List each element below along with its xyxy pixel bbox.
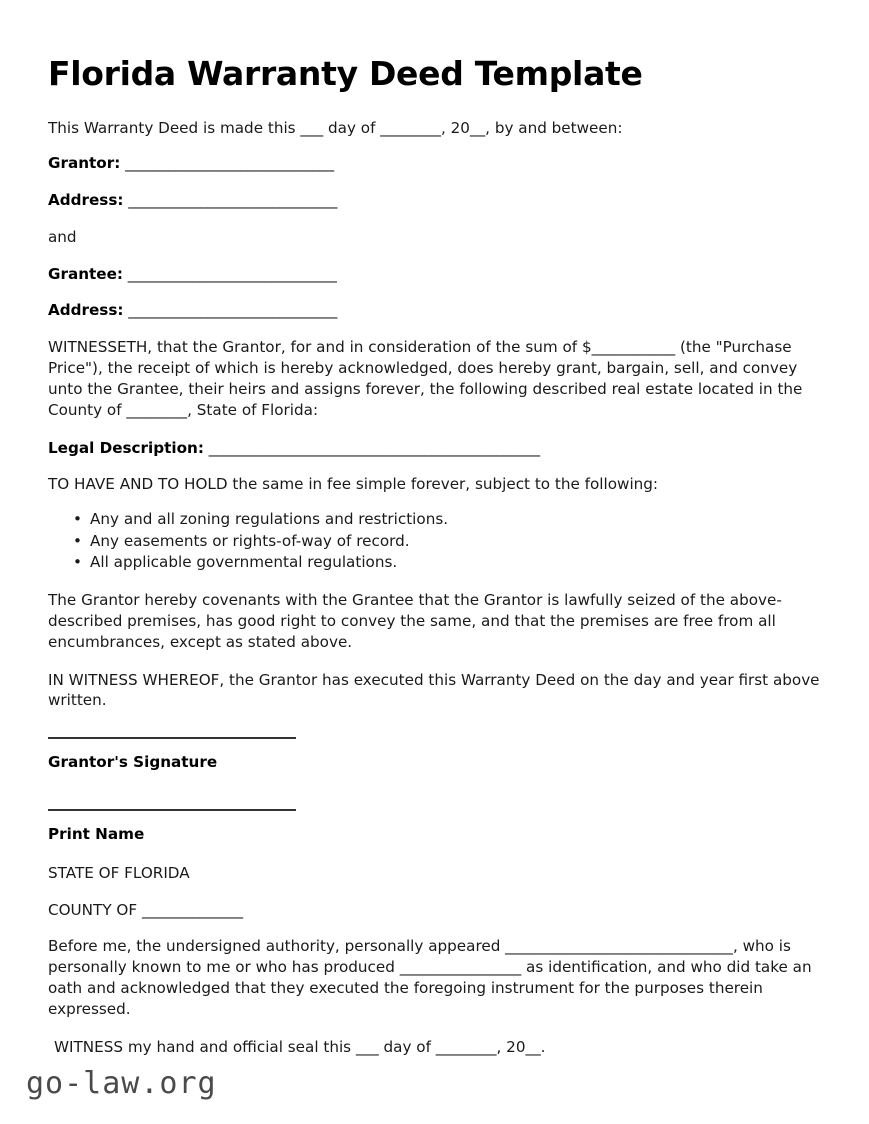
in-witness-whereof-paragraph: IN WITNESS WHEREOF, the Grantor has executed this Warranty Deed on the day and year first above written. [48,670,820,710]
grantee-address-blank[interactable]: _____________________________ [128,301,337,320]
covenants-paragraph: The Grantor hereby covenants with the Grantee that the Grantor is lawfully seized of the above-described premises, has good right to convey the same, and that the premises are free from all encumbrances, except as stated above. [48,591,782,651]
grantee-address-label: Address: [48,301,124,320]
grantor-blank[interactable]: _____________________________ [125,154,334,173]
grantee-field-row [48,264,821,285]
grantor-address-label: Address: [48,190,124,209]
grantee-label: Grantee: [48,264,123,283]
print-name-caption: Print Name [48,824,145,843]
conjunction-and: and [48,227,77,246]
witnesseth-paragraph: WITNESSETH, that the Grantor, for and in consideration of the sum of $___________ (the "Purchase Price"), the receipt of which is hereby acknowledged, does hereby grant, bargain, sell, and convey unto the Grantee, their heirs and assigns forever, the following described real estate located in the County of ________, State of Florida: [48,338,803,419]
print-name-line[interactable] [48,809,296,811]
county-label: COUNTY OF [48,900,138,919]
grantee-address-field-row [48,300,821,321]
grantor-field-row [48,153,821,174]
state-line: STATE OF FLORIDA [48,863,190,882]
exceptions-list [48,509,821,573]
grantee-blank[interactable]: _____________________________ [127,264,337,283]
county-line [48,900,821,921]
list-item: • Any and all zoning regulations and restrictions. [90,509,821,530]
list-item: • Any easements or rights-of-way of record. [90,531,821,552]
list-item: • All applicable governmental regulations. [90,552,821,573]
grantor-address-blank[interactable]: _____________________________ [128,190,337,209]
notary-acknowledgment-paragraph: Before me, the undersigned authority, personally appeared ______________________________, who is personally known to me or who has produced ________________ as identification, and who did take an oath and acknowledged that they executed the foregoing instrument for the purposes therein expressed. [48,937,812,1018]
habendum-paragraph: TO HAVE AND TO HOLD the same in fee simple forever, subject to the following: [48,475,659,494]
grantor-label: Grantor: [48,154,121,173]
grantor-address-field-row [48,190,821,211]
legal-description-row [48,438,821,459]
site-watermark: go-law.org [26,1066,217,1101]
county-blank[interactable]: ______________ [141,900,243,919]
witness-seal-line: WITNESS my hand and official seal this ___ day of ________, 20__. [54,1037,546,1056]
grantor-signature-line[interactable] [48,737,296,739]
legal-description-label: Legal Description: [48,438,204,457]
grantor-signature-caption: Grantor's Signature [48,753,218,772]
page-title: Florida Warranty Deed Template [48,54,643,93]
legal-description-blank[interactable]: ______________________________________________ [208,438,540,457]
intro-paragraph: This Warranty Deed is made this ___ day of ________, 20__, by and between: [48,119,623,138]
signature-block [48,737,821,845]
